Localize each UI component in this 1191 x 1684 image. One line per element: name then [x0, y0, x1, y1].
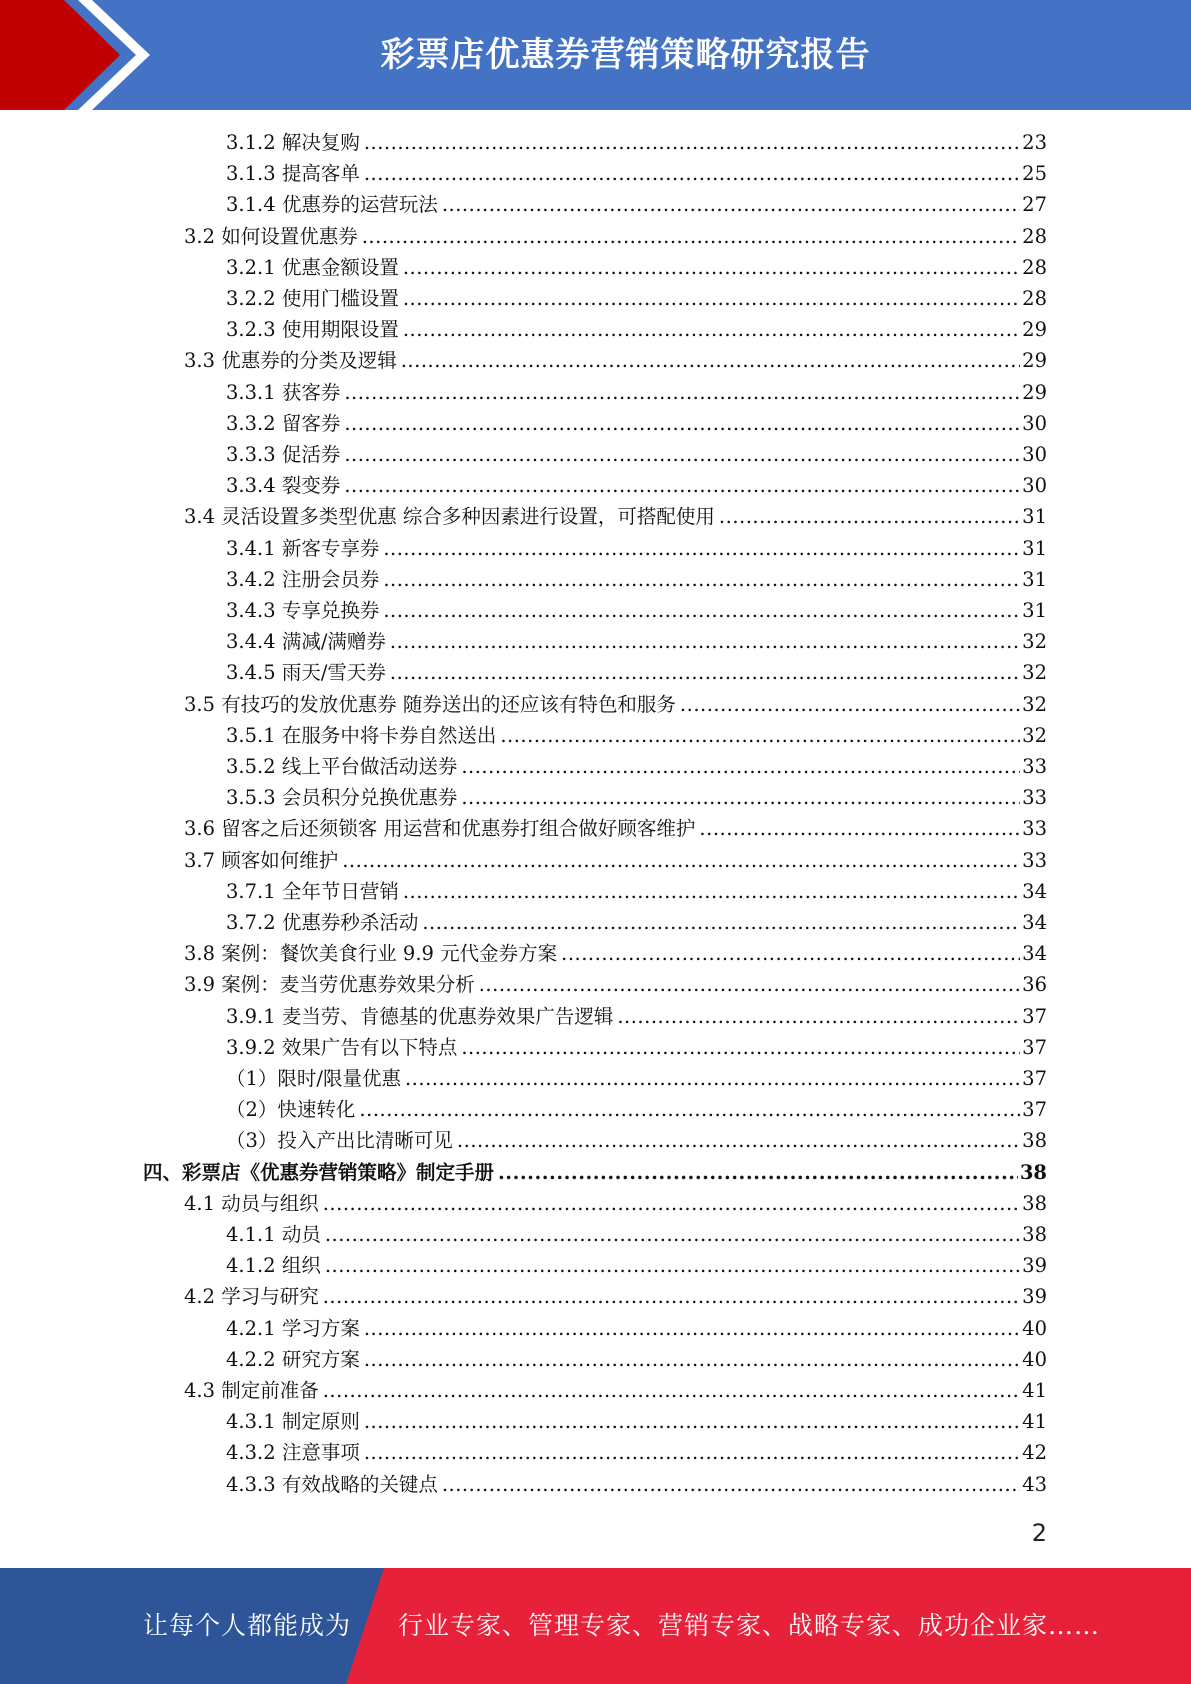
toc-entry-page: 32 — [1022, 630, 1047, 653]
toc-entry-page: 29 — [1022, 318, 1047, 341]
toc-entry[interactable] — [226, 657, 1047, 688]
toc-entry-title: 3.7.2 优惠券秒杀活动 — [226, 911, 419, 934]
toc-entry-page: 32 — [1022, 724, 1047, 747]
page-header — [0, 0, 1191, 110]
toc-entry-title: 3.5 有技巧的发放优惠券 随券送出的还应该有特色和服务 — [184, 693, 676, 716]
toc-entry-title: 3.4.1 新客专享券 — [226, 537, 380, 560]
toc-entry-page: 29 — [1022, 349, 1047, 372]
toc-dot-leader — [719, 501, 1020, 532]
toc-entry-page: 37 — [1022, 1005, 1047, 1028]
toc-entry-page: 41 — [1022, 1410, 1047, 1433]
toc-dot-leader — [325, 1219, 1020, 1250]
toc-dot-leader — [461, 782, 1020, 813]
toc-entry-title: 3.4.5 雨天/雪天券 — [226, 661, 386, 684]
toc-entry[interactable] — [226, 626, 1047, 657]
toc-entry-page: 37 — [1022, 1098, 1047, 1121]
footer-slogan-left: 让每个人都能成为 — [143, 1611, 352, 1640]
toc-entry[interactable] — [226, 876, 1047, 907]
toc-entry-title: 3.4.4 满减/满赠券 — [226, 630, 386, 653]
toc-entry[interactable] — [226, 907, 1047, 938]
toc-entry[interactable] — [226, 408, 1047, 439]
toc-entry[interactable] — [184, 1281, 1047, 1312]
toc-entry-page: 33 — [1022, 786, 1047, 809]
toc-entry-title: 3.4 灵活设置多类型优惠 综合多种因素进行设置，可搭配使用 — [184, 505, 715, 528]
toc-dot-leader — [362, 221, 1020, 252]
toc-entry-title: 3.9 案例：麦当劳优惠券效果分析 — [184, 973, 475, 996]
toc-entry-page: 27 — [1022, 193, 1047, 216]
toc-entry-title: 4.3.1 制定原则 — [226, 1410, 360, 1433]
toc-entry[interactable] — [226, 782, 1047, 813]
toc-entry-title: 3.3 优惠券的分类及逻辑 — [184, 349, 397, 372]
toc-entry-title: 3.5.3 会员积分兑换优惠券 — [226, 786, 458, 809]
toc-dot-leader — [323, 1281, 1020, 1312]
toc-entry-title: 3.2.1 优惠金额设置 — [226, 256, 399, 279]
toc-entry[interactable] — [226, 283, 1047, 314]
toc-entry-title: 4.1 动员与组织 — [184, 1192, 319, 1215]
toc-dot-leader — [344, 470, 1020, 501]
toc-entry[interactable] — [226, 377, 1047, 408]
toc-entry-page: 33 — [1022, 817, 1047, 840]
toc-entry[interactable] — [226, 1406, 1047, 1437]
toc-entry-page: 40 — [1022, 1348, 1047, 1371]
toc-dot-leader — [403, 283, 1020, 314]
toc-entry[interactable] — [226, 720, 1047, 751]
toc-dot-leader — [422, 907, 1020, 938]
toc-entry-title: 3.3.1 获客券 — [226, 381, 341, 404]
toc-dot-leader — [403, 876, 1020, 907]
toc-entry-title: 4.2.2 研究方案 — [226, 1348, 360, 1371]
toc-dot-leader — [461, 751, 1020, 782]
toc-entry-page: 40 — [1022, 1317, 1047, 1340]
toc-dot-leader — [403, 314, 1020, 345]
report-title: 彩票店优惠券营销策略研究报告 — [380, 35, 871, 75]
red-chevron-icon — [0, 0, 160, 110]
toc-dot-leader — [325, 1250, 1020, 1281]
toc-entry[interactable] — [226, 564, 1047, 595]
toc-entry-title: 4.2 学习与研究 — [184, 1285, 319, 1308]
toc-entry-page: 38 — [1019, 1161, 1047, 1184]
toc-entry[interactable] — [226, 1313, 1047, 1344]
toc-dot-leader — [500, 720, 1020, 751]
toc-dot-leader — [364, 1406, 1020, 1437]
toc-entry-page: 39 — [1022, 1285, 1047, 1308]
toc-entry-page: 28 — [1022, 256, 1047, 279]
toc-entry-title: 3.2 如何设置优惠券 — [184, 225, 358, 248]
toc-entry[interactable] — [184, 345, 1047, 376]
toc-entry[interactable] — [226, 1063, 1047, 1094]
toc-dot-leader — [680, 689, 1020, 720]
toc-entry-title: 3.3.4 裂变券 — [226, 474, 341, 497]
toc-entry[interactable] — [226, 533, 1047, 564]
toc-dot-leader — [359, 1094, 1020, 1125]
toc-entry-title: 3.3.2 留客券 — [226, 412, 341, 435]
toc-entry-page: 34 — [1022, 880, 1047, 903]
toc-entry-title: 4.1.2 组织 — [226, 1254, 321, 1277]
toc-entry-title: （3）投入产出比清晰可见 — [226, 1129, 453, 1152]
page-number: 2 — [1031, 1519, 1047, 1547]
toc-dot-leader — [383, 595, 1020, 626]
toc-entry-page: 34 — [1022, 911, 1047, 934]
toc-entry-page: 34 — [1022, 942, 1047, 965]
toc-entry-page: 43 — [1022, 1473, 1047, 1496]
toc-entry[interactable] — [184, 938, 1047, 969]
toc-entry-title: 4.2.1 学习方案 — [226, 1317, 360, 1340]
toc-dot-leader — [479, 969, 1020, 1000]
toc-entry-page: 37 — [1022, 1067, 1047, 1090]
toc-dot-leader — [403, 252, 1020, 283]
toc-entry-title: 3.9.2 效果广告有以下特点 — [226, 1036, 458, 1059]
toc-entry[interactable] — [184, 501, 1047, 532]
toc-entry-title: 4.1.1 动员 — [226, 1223, 321, 1246]
toc-entry-page: 39 — [1022, 1254, 1047, 1277]
toc-entry-page: 31 — [1022, 505, 1047, 528]
page-footer — [0, 1568, 1191, 1684]
toc-entry-title: 3.7 顾客如何维护 — [184, 849, 339, 872]
toc-entry-page: 33 — [1022, 849, 1047, 872]
toc-entry[interactable] — [226, 1469, 1047, 1500]
toc-dot-leader — [442, 189, 1020, 220]
toc-entry[interactable] — [184, 969, 1047, 1000]
toc-entry-page: 31 — [1022, 537, 1047, 560]
toc-dot-leader — [561, 938, 1020, 969]
toc-entry-title: 3.1.3 提高客单 — [226, 162, 360, 185]
toc-entry-title: 3.7.1 全年节日营销 — [226, 880, 399, 903]
toc-entry-page: 25 — [1022, 162, 1047, 185]
toc-dot-leader — [344, 377, 1020, 408]
toc-entry-title: 3.1.4 优惠券的运营玩法 — [226, 193, 438, 216]
toc-dot-leader — [401, 345, 1020, 376]
toc-entry-title: 3.2.2 使用门槛设置 — [226, 287, 399, 310]
toc-dot-leader — [323, 1188, 1020, 1219]
toc-entry-title: 3.4.2 注册会员券 — [226, 568, 380, 591]
toc-entry[interactable] — [184, 1375, 1047, 1406]
toc-entry-page: 37 — [1022, 1036, 1047, 1059]
toc-entry-page: 36 — [1022, 973, 1047, 996]
toc-entry-title: 3.3.3 促活券 — [226, 443, 341, 466]
toc-entry[interactable] — [184, 689, 1047, 720]
toc-entry-page: 23 — [1022, 131, 1047, 154]
toc-entry-title: 3.5.1 在服务中将卡券自然送出 — [226, 724, 497, 747]
toc-entry-title: 3.1.2 解决复购 — [226, 131, 360, 154]
toc-entry-page: 30 — [1022, 443, 1047, 466]
toc-entry[interactable] — [226, 1437, 1047, 1468]
toc-entry[interactable] — [226, 595, 1047, 626]
toc-entry[interactable] — [226, 314, 1047, 345]
toc-entry[interactable] — [226, 1344, 1047, 1375]
toc-entry-page: 30 — [1022, 474, 1047, 497]
toc-dot-leader — [390, 657, 1020, 688]
toc-dot-leader — [342, 845, 1020, 876]
toc-dot-leader — [383, 564, 1020, 595]
toc-entry-page: 31 — [1022, 599, 1047, 622]
toc-entry[interactable] — [226, 751, 1047, 782]
toc-entry[interactable] — [226, 189, 1047, 220]
toc-entry-page: 32 — [1022, 661, 1047, 684]
toc-entry[interactable] — [226, 158, 1047, 189]
toc-entry-page: 29 — [1022, 381, 1047, 404]
toc-dot-leader — [383, 533, 1020, 564]
toc-entry-page: 33 — [1022, 755, 1047, 778]
toc-dot-leader — [344, 408, 1020, 439]
toc-entry-page: 42 — [1022, 1441, 1047, 1464]
toc-entry-page: 38 — [1022, 1192, 1047, 1215]
toc-entry-title: 3.9.1 麦当劳、肯德基的优惠券效果广告逻辑 — [226, 1005, 614, 1028]
toc-entry-title: 4.3.3 有效战略的关键点 — [226, 1473, 438, 1496]
toc-dot-leader — [390, 626, 1020, 657]
toc-entry-title: 3.2.3 使用期限设置 — [226, 318, 399, 341]
toc-entry[interactable] — [226, 252, 1047, 283]
toc-entry-page: 31 — [1022, 568, 1047, 591]
toc-entry-page: 38 — [1022, 1129, 1047, 1152]
toc-dot-leader — [344, 439, 1020, 470]
toc-entry[interactable] — [226, 1250, 1047, 1281]
toc-entry[interactable] — [226, 470, 1047, 501]
toc-entry-page: 28 — [1022, 225, 1047, 248]
toc-entry[interactable] — [184, 813, 1047, 844]
toc-entry-title: 3.6 留客之后还须锁客 用运营和优惠券打组合做好顾客维护 — [184, 817, 696, 840]
toc-dot-leader — [442, 1469, 1020, 1500]
toc-entry[interactable] — [143, 1157, 1047, 1188]
toc-entry[interactable] — [226, 1001, 1047, 1032]
toc-entry[interactable] — [184, 1188, 1047, 1219]
toc-entry[interactable] — [226, 1032, 1047, 1063]
toc-dot-leader — [699, 813, 1020, 844]
toc-dot-leader — [364, 158, 1020, 189]
toc-dot-leader — [323, 1375, 1020, 1406]
toc-entry[interactable] — [226, 127, 1047, 158]
toc-entry[interactable] — [226, 1094, 1047, 1125]
toc-entry-title: 3.8 案例：餐饮美食行业 9.9 元代金券方案 — [184, 942, 558, 965]
toc-entry-title: 3.4.3 专享兑换券 — [226, 599, 380, 622]
toc-entry-title: 4.3 制定前准备 — [184, 1379, 319, 1402]
toc-entry[interactable] — [184, 221, 1047, 252]
toc-entry-title: （2）快速转化 — [226, 1098, 356, 1121]
toc-entry-title: （1）限时/限量优惠 — [226, 1067, 401, 1090]
toc-entry[interactable] — [226, 1219, 1047, 1250]
toc-dot-leader — [364, 1437, 1020, 1468]
toc-entry-page: 38 — [1022, 1223, 1047, 1246]
toc-dot-leader — [457, 1125, 1020, 1156]
toc-dot-leader — [364, 1313, 1020, 1344]
toc-dot-leader — [364, 1344, 1020, 1375]
toc-entry[interactable] — [226, 1125, 1047, 1156]
toc-dot-leader — [405, 1063, 1020, 1094]
toc-dot-leader — [498, 1157, 1018, 1188]
toc-entry-title: 4.3.2 注意事项 — [226, 1441, 360, 1464]
toc-dot-leader — [364, 127, 1020, 158]
toc-entry-title: 3.5.2 线上平台做活动送券 — [226, 755, 458, 778]
toc-entry-page: 41 — [1022, 1379, 1047, 1402]
toc-entry-page: 30 — [1022, 412, 1047, 435]
toc-entry-page: 28 — [1022, 287, 1047, 310]
toc-entry[interactable] — [226, 439, 1047, 470]
toc-entry[interactable] — [184, 845, 1047, 876]
toc-dot-leader — [461, 1032, 1020, 1063]
toc-dot-leader — [617, 1001, 1020, 1032]
footer-slogan-right: 行业专家、管理专家、营销专家、战略专家、成功企业家…… — [398, 1611, 1101, 1640]
toc-entry-title: 四、彩票店《优惠券营销策略》制定手册 — [143, 1161, 495, 1184]
toc-entry-page: 32 — [1022, 693, 1047, 716]
